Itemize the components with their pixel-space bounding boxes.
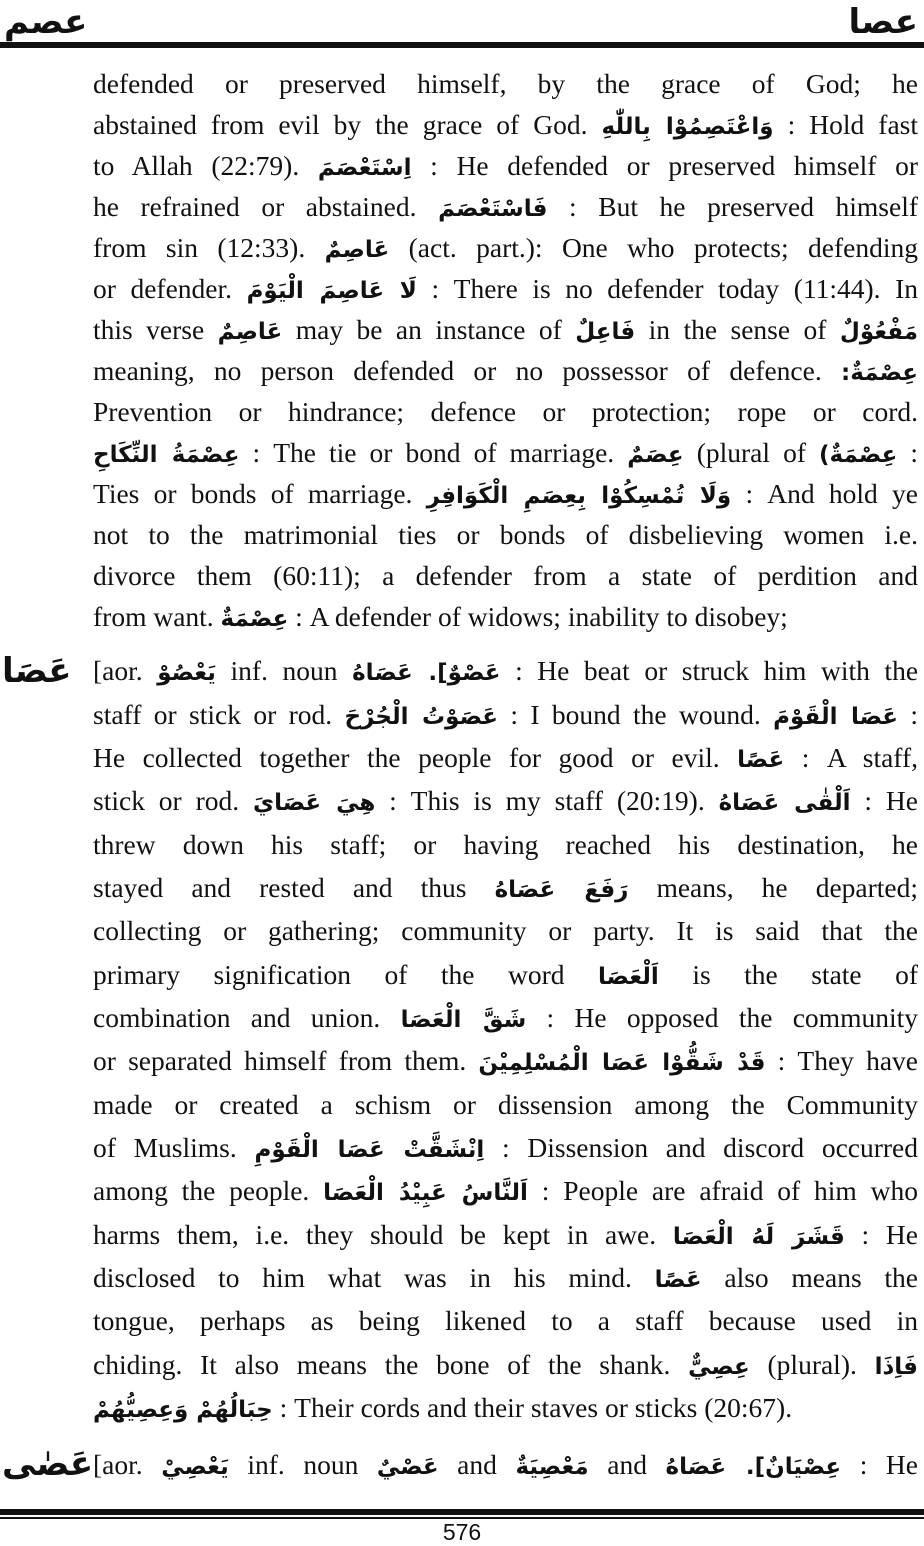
arabic-term: عَصْيٌ xyxy=(376,1454,439,1480)
entry-line: tongue, perhaps as being likened to a staff because used in xyxy=(93,1305,918,1336)
entry-headword: عَصَا xyxy=(2,651,72,691)
arabic-term: عَصْوٌ]. عَصَاهُ xyxy=(352,660,501,686)
arabic-term: قَدْ شَقُّوْا عَصَا الْمُسْلِمِيْنَ xyxy=(478,1050,766,1076)
entry-line: Ties or bonds of marriage. وَلَا تُمْسِكُوْا بِعِصَمِ الْكَوَافِرِ : And hold ye xyxy=(93,478,918,509)
footer-rule-thick xyxy=(0,1509,924,1515)
arabic-term: حِبَالُهُمْ وَعِصِيُّهُمْ xyxy=(93,1397,273,1423)
arabic-term: فَاعِلٌ xyxy=(575,319,636,345)
arabic-term: عَصَا الْقَوْمَ xyxy=(773,704,898,730)
arabic-term: شَقَّ الْعَصَا xyxy=(400,1007,527,1033)
arabic-term: لَا عَاصِمَ الْيَوْمَ xyxy=(246,278,417,304)
arabic-term: اَلنَّاسُ عَبِيْدُ الْعَصَا xyxy=(323,1180,528,1206)
entry-headword: عَصٰى xyxy=(2,1444,94,1484)
entry-line: not to the matrimonial ties or bonds of disbelieving women i.e. xyxy=(93,519,918,550)
entry-line: from want. عِصْمَةٌ : A defender of widows; inability to disobey; xyxy=(93,601,788,632)
entry-line: to Allah (22:79). اِسْتَعْصَمَ : He defended or preserved himself or xyxy=(93,150,919,181)
arabic-term: عِصْمَةٌ xyxy=(220,606,289,632)
entry-line: collecting or gathering; community or party. It is said that the xyxy=(93,915,918,946)
arabic-term: عِصْمَةُ النِّكَاحِ xyxy=(93,442,240,468)
entry-line: primary signification of the word اَلْعَصَا is the state of xyxy=(93,959,919,990)
arabic-term: عَصًا xyxy=(654,1267,702,1293)
entry-line: threw down his staff; or having reached his destination, he xyxy=(93,829,918,860)
arabic-term: مَفْعُوْلٌ xyxy=(839,319,919,345)
arabic-term: عِصْمَةٌ: xyxy=(841,360,918,386)
entry-line: stayed and rested and thus رَفَعَ عَصَاهُ means, he departed; xyxy=(93,872,918,903)
entry-line: abstained from evil by the grace of God. وَاعْتَصِمُوْا بِاللّٰهِ : Hold fast xyxy=(93,109,919,140)
entry-line: meaning, no person defended or no possessor of defence. عِصْمَةٌ: xyxy=(93,355,918,386)
arabic-term: مَعْصِيَةٌ xyxy=(515,1454,589,1480)
entry-line: عِصْمَةُ النِّكَاحِ : The tie or bond of marriage. عِصَمٌ (plural of عِصْمَةٌ) : xyxy=(93,437,919,468)
header-left-word: عصم xyxy=(4,2,88,42)
arabic-term: وَلَا تُمْسِكُوْا بِعِصَمِ الْكَوَافِرِ xyxy=(426,483,732,509)
entry-line: Prevention or hindrance; defence or protection; rope or cord. xyxy=(93,396,918,427)
entry-line: chiding. It also means the bone of the shank. عِصِيٌّ (plural). فَاِذَا xyxy=(93,1349,918,1380)
entry-line: of Muslims. اِنْشَقَّتْ عَصَا الْقَوْمِ : Dissension and discord occurred xyxy=(93,1132,919,1163)
arabic-term: قَشَرَ لَهُ الْعَصَا xyxy=(672,1224,845,1250)
arabic-term: فَاِذَا xyxy=(874,1354,918,1380)
arabic-term: عَاصِمٌ xyxy=(217,319,283,345)
arabic-term: عِصْيَانٌ]. عَصَاهُ xyxy=(665,1454,842,1480)
entry-line: from sin (12:33). عَاصِمٌ (act. part.): One who protects; defending xyxy=(93,232,918,263)
arabic-term: عِصْمَةٌ) xyxy=(819,442,898,468)
entry-line: disclosed to him what was in his mind. عَصًا also means the xyxy=(93,1262,918,1293)
entry-line: [aor. يَعْصُوْ inf. noun عَصْوٌ]. عَصَاهُ : He beat or struck him with the xyxy=(93,655,919,686)
arabic-term: فَاسْتَعْصَمَ xyxy=(438,196,548,222)
entry-line: [aor. يَعْصِيْ inf. noun عَصْيٌ and مَعْصِيَةٌ and عِصْيَانٌ]. عَصَاهُ : He xyxy=(93,1449,918,1480)
entry-line: this verse عَاصِمٌ may be an instance of فَاعِلٌ in the sense of مَفْعُوْلٌ xyxy=(93,314,919,345)
entry-line: combination and union. شَقَّ الْعَصَا : He opposed the community xyxy=(93,1002,918,1033)
entry-line: staff or stick or rod. عَصَوْتُ الْجُرْحَ : I bound the wound. عَصَا الْقَوْمَ : xyxy=(93,699,919,730)
entry-line: حِبَالُهُمْ وَعِصِيُّهُمْ : Their cords and their staves or sticks (20:67). xyxy=(93,1392,793,1423)
arabic-term: رَفَعَ عَصَاهُ xyxy=(494,877,629,903)
arabic-term: اَلْقٰى عَصَاهُ xyxy=(718,790,851,816)
entry-line: among the people. اَلنَّاسُ عَبِيْدُ الْعَصَا : People are afraid of him who xyxy=(93,1175,918,1206)
arabic-term: اِنْشَقَّتْ عَصَا الْقَوْمِ xyxy=(254,1137,485,1163)
arabic-term: هِيَ عَصَايَ xyxy=(252,790,376,816)
arabic-term: عَاصِمٌ xyxy=(324,237,390,263)
entry-line: stick or rod. هِيَ عَصَايَ : This is my staff (20:19). اَلْقٰى عَصَاهُ : He xyxy=(93,785,918,816)
entry-line: divorce them (60:11); a defender from a state of perdition and xyxy=(93,560,918,591)
entry-line: he refrained or abstained. فَاسْتَعْصَمَ : But he preserved himself xyxy=(93,191,919,222)
arabic-term: وَاعْتَصِمُوْا بِاللّٰهِ xyxy=(601,114,774,140)
entry-line: defended or preserved himself, by the grace of God; he xyxy=(93,68,918,99)
arabic-term: يَعْصُوْ xyxy=(157,660,216,686)
header-rule xyxy=(0,42,924,48)
arabic-term: عِصِيٌّ xyxy=(688,1354,750,1380)
entry-line: or defender. لَا عَاصِمَ الْيَوْمَ : There is no defender today (11:44). In xyxy=(93,273,918,304)
entry-line: made or created a schism or dissension among the Community xyxy=(93,1089,918,1120)
arabic-term: اِسْتَعْصَمَ xyxy=(317,155,412,181)
entry-line: harms them, i.e. they should be kept in awe. قَشَرَ لَهُ الْعَصَا : He xyxy=(93,1219,918,1250)
arabic-term: عَصًا xyxy=(737,747,785,773)
page-number: 576 xyxy=(442,1519,482,1545)
arabic-term: يَعْصِيْ xyxy=(161,1454,229,1480)
entry-line: He collected together the people for good or evil. عَصًا : A staff, xyxy=(93,742,918,773)
arabic-term: عَصَوْتُ الْجُرْحَ xyxy=(344,704,498,730)
entry-line: or separated himself from them. قَدْ شَقُّوْا عَصَا الْمُسْلِمِيْنَ : They have xyxy=(93,1045,919,1076)
arabic-term: اَلْعَصَا xyxy=(598,964,659,990)
header-right-word: عصا xyxy=(848,2,918,42)
arabic-term: عِصَمٌ xyxy=(627,442,684,468)
